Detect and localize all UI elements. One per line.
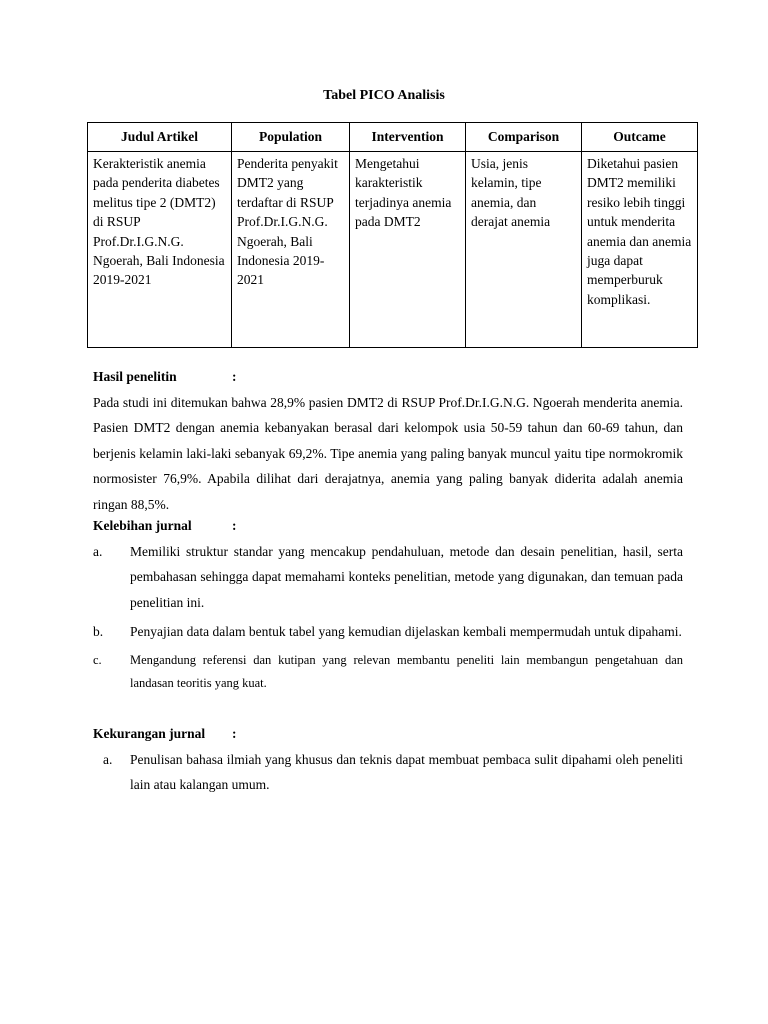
list-item xyxy=(93,539,683,616)
table-header-row xyxy=(88,123,698,152)
header-comparison: Comparison xyxy=(466,123,582,152)
list-marker: b. xyxy=(93,624,104,639)
cell-judul-artikel: Kerakteristik anemia pada penderita diabetes melitus tipe 2 (DMT2) di RSUP Prof.Dr.I.G.N.G. Ngoerah, Bali Indonesia 2019-2021 xyxy=(88,152,232,348)
cell-outcame: Diketahui pasien DMT2 memiliki resiko lebih tinggi untuk menderita anemia dan anemia juga dapat memperburuk komplikasi. xyxy=(582,152,698,348)
list-marker: a. xyxy=(93,543,103,559)
list-marker: a. xyxy=(103,751,113,767)
kekurangan-heading-colon: : xyxy=(232,726,237,741)
cell-comparison: Usia, jenis kelamin, tipe anemia, dan derajat anemia xyxy=(466,152,582,348)
list-item-text: Mengandung referensi dan kutipan yang relevan membantu peneliti lain membangun pengetahuan dan landasan teoritis yang kuat. xyxy=(130,652,683,690)
list-item-text: Penyajian data dalam bentuk tabel yang kemudian dijelaskan kembali mempermudah untuk dipahami. xyxy=(130,624,682,639)
hasil-section xyxy=(93,364,683,517)
list-marker: c. xyxy=(93,652,102,667)
list-item-text: Penulisan bahasa ilmiah yang khusus dan teknis dapat membuat pembaca sulit dipahami oleh peneliti lain atau kalangan umum. xyxy=(130,751,683,792)
list-item xyxy=(93,619,683,645)
table-row xyxy=(88,152,698,348)
kelebihan-heading-colon: : xyxy=(232,518,237,533)
hasil-heading-text: Hasil penelitin xyxy=(93,369,177,384)
kelebihan-list xyxy=(93,539,683,695)
kelebihan-section xyxy=(93,513,683,695)
list-item xyxy=(93,649,683,695)
cell-intervention: Mengetahui karakteristik terjadinya anemia pada DMT2 xyxy=(350,152,466,348)
cell-population: Penderita penyakit DMT2 yang terdaftar di RSUP Prof.Dr.I.G.N.G. Ngoerah, Bali Indonesia 2019-2021 xyxy=(232,152,350,348)
header-population: Population xyxy=(232,123,350,152)
hasil-heading-colon: : xyxy=(232,369,237,384)
hasil-paragraph: Pada studi ini ditemukan bahwa 28,9% pasien DMT2 di RSUP Prof.Dr.I.G.N.G. Ngoerah menderita anemia. Pasien DMT2 dengan anemia kebanyakan berasal dari kelompok usia 50-59 tahun dan 60-69 tahun, dan berjenis kelamin laki-laki sebanyak 69,2%. Tipe anemia yang paling banyak muncul yaitu tipe normokromik normosister 76,9%. Apabila dilihat dari derajatnya, anemia yang paling banyak diderita adalah anemia ringan 88,5%. xyxy=(93,394,683,512)
kekurangan-section xyxy=(93,721,683,798)
kekurangan-heading-text: Kekurangan jurnal xyxy=(93,726,206,741)
kelebihan-heading-text: Kelebihan jurnal xyxy=(93,518,192,533)
list-item xyxy=(93,747,683,798)
pico-table xyxy=(87,122,698,348)
kekurangan-list xyxy=(93,747,683,798)
kekurangan-heading xyxy=(93,721,683,747)
list-item-text: Memiliki struktur standar yang mencakup pendahuluan, metode dan desain penelitian, hasil, serta pembahasan sehingga dapat memahami konteks penelitian, metode yang digunakan, dan temuan pada penelitian ini. xyxy=(130,543,683,610)
kelebihan-heading xyxy=(93,513,683,539)
header-outcame: Outcame xyxy=(582,123,698,152)
header-judul-artikel: Judul Artikel xyxy=(88,123,232,152)
header-intervention: Intervention xyxy=(350,123,466,152)
hasil-heading xyxy=(93,364,683,390)
document-title: Tabel PICO Analisis xyxy=(323,88,445,103)
